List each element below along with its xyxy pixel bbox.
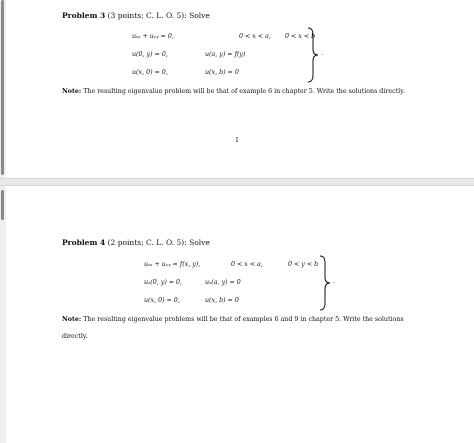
problem-4-label: Problem 4 <box>62 238 106 247</box>
problem-4-meta: (2 points; C. L. O. 5): Solve <box>107 238 210 247</box>
scrollbar-thumb[interactable] <box>1 0 4 175</box>
p3-note-label: Note: <box>62 88 82 95</box>
page-separator <box>0 178 474 186</box>
p4-eq-row1-col2: 0 < x < a, <box>231 261 263 268</box>
p3-eq-row1-col1: uₓₓ + uᵧᵧ = 0, <box>132 33 174 40</box>
p4-eq-row2-col1: uₓ(0, y) = 0, <box>144 279 183 286</box>
p4-note-label: Note: <box>62 316 82 323</box>
problem-3-meta: (3 points; C. L. O. 5): Solve <box>107 11 210 20</box>
p3-eq-row2-col2: u(a, y) = f(y) <box>205 51 246 58</box>
page-number: 1 <box>235 137 240 144</box>
problem-4-heading <box>62 238 210 247</box>
p3-eq-row2-col1: u(0, y) = 0, <box>132 51 168 58</box>
document-page-1 <box>9 0 474 178</box>
p4-eq-row2-col2: uₓ(a, y) = 0 <box>205 279 241 286</box>
p3-trailing-period: . <box>321 50 324 57</box>
document-page-2 <box>9 186 474 443</box>
p4-eq-row1-col3: 0 < y < b <box>288 261 319 268</box>
problem-3-heading <box>62 11 210 20</box>
problem-4-note-line2: directly. <box>62 333 88 340</box>
problem-4-note-line1 <box>62 313 404 326</box>
p4-note-text-line1: The resulting eigenvalue problems will be that of examples 6 and 9 in chapter 5. Write the solutions <box>83 316 404 323</box>
p3-eq-row1-col3: 0 < x < b <box>285 33 316 40</box>
p3-note-text: The resulting eigenvalue problem will be that of example 6 in chapter 5. Write the solutions directly. <box>83 88 405 95</box>
p4-right-brace <box>319 255 331 311</box>
p3-eq-row3-col2: u(x, b) = 0 <box>205 69 239 76</box>
problem-3-label: Problem 3 <box>62 11 106 20</box>
scrollbar[interactable] <box>0 0 6 443</box>
p3-right-brace <box>307 27 319 83</box>
problem-3-note <box>62 85 405 98</box>
p4-eq-row3-col1: u(x, 0) = 0, <box>144 297 180 304</box>
p3-eq-row1-col2: 0 < x < a, <box>239 33 271 40</box>
p4-trailing-period: . <box>333 278 336 285</box>
p4-eq-row1-col1: uₓₓ + uᵧᵧ = f(x, y), <box>144 261 201 268</box>
p3-eq-row3-col1: u(x, 0) = 0, <box>132 69 168 76</box>
p4-eq-row3-col2: u(x, b) = 0 <box>205 297 239 304</box>
scrollbar-thumb-secondary[interactable] <box>1 190 4 220</box>
